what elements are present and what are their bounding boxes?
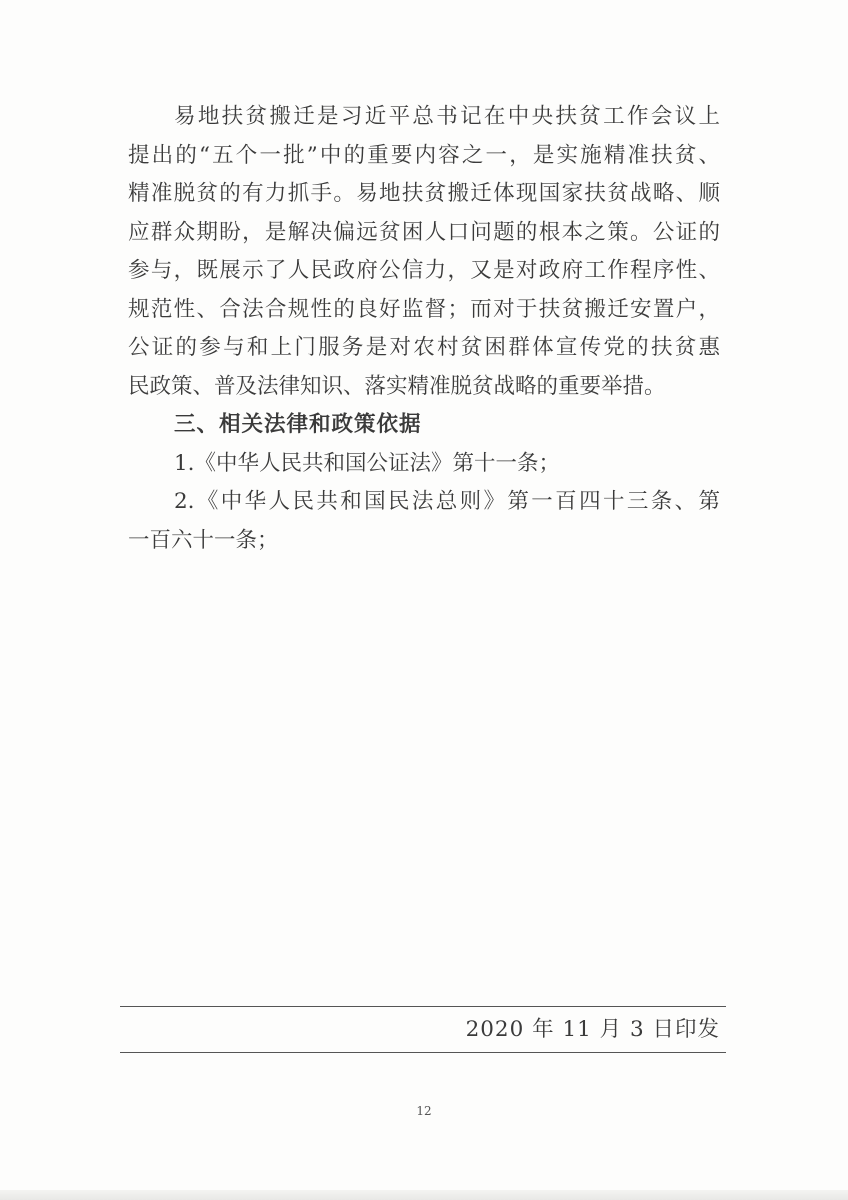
- paragraph-line: 规范性、合法合规性的良好监督；而对于扶贫搬迁安置户，: [128, 296, 720, 322]
- footer-divider-bottom: [120, 1052, 726, 1053]
- legal-basis-item: 1.《中华人民共和国公证法》第十一条；: [174, 450, 561, 476]
- document-body: [128, 98, 720, 560]
- paragraph-line: 民政策、普及法律知识、落实精准脱贫战略的重要举措。: [128, 373, 666, 399]
- paragraph-line: 应群众期盼，是解决偏远贫困人口问题的根本之策。公证的: [128, 219, 720, 245]
- legal-basis-item: 2.《中华人民共和国民法总则》第一百四十三条、第: [174, 489, 720, 514]
- issue-date: 2020 年 11 月 3 日印发: [465, 1017, 720, 1042]
- legal-basis-item-continuation: 一百六十一条；: [128, 527, 279, 553]
- page-number: 12: [416, 1104, 432, 1118]
- footer-divider-top: [120, 1006, 726, 1007]
- paragraph-line: 提出的“五个一批”中的重要内容之一，是实施精准扶贫、: [128, 142, 720, 168]
- section-heading: 三、相关法律和政策依据: [174, 412, 422, 437]
- paragraph-line: 易地扶贫搬迁是习近平总书记在中央扶贫工作会议上: [174, 104, 720, 129]
- paragraph-line: 精准脱贫的有力抓手。易地扶贫搬迁体现国家扶贫战略、顺: [128, 181, 720, 206]
- paragraph-line: 公证的参与和上门服务是对农村贫困群体宣传党的扶贫惠: [128, 335, 720, 360]
- paragraph-line: 参与，既展示了人民政府公信力，又是对政府工作程序性、: [128, 258, 720, 283]
- scan-edge: [0, 1190, 848, 1200]
